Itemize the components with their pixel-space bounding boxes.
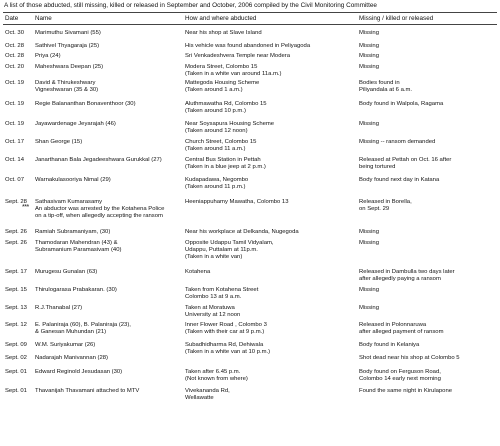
abduction-location-cell (185, 269, 210, 276)
name-cell-line: An abductor was arrested by the Kotahena Police (35, 205, 165, 212)
date-cell-line: Sept. 12 (5, 322, 27, 328)
status-cell-line: Piliyandala at 6 a.m. (359, 86, 413, 93)
name-cell (35, 388, 139, 395)
name-cell-line: David & Thirukeshwary (35, 80, 96, 86)
abduction-location-cell-line: Udappu, Puttalam at 11p.m. (185, 246, 258, 253)
date-cell-line: Oct. 17 (5, 139, 24, 145)
status-cell (359, 80, 412, 94)
name-cell-line: Shan George (15) (35, 139, 83, 145)
abduction-location-cell (185, 388, 230, 402)
abduction-location-cell (185, 43, 310, 50)
status-cell-line: Missing (359, 287, 379, 293)
abduction-location-cell-line: Aluthmawatha Rd, Colombo 15 (185, 101, 267, 107)
abduction-location-cell-line: Opposite Udappu Tamil Vidyalam, (185, 240, 274, 246)
date-cell (5, 240, 27, 247)
date-cell (5, 121, 24, 128)
date-cell (5, 269, 27, 276)
name-cell-line: Ramiah Subramaniyam, (30) (35, 229, 111, 235)
abduction-location-cell-line: Heeniappuhamy Mawatha, Colombo 13 (185, 199, 289, 205)
abduction-location-cell (185, 229, 299, 236)
date-cell (5, 369, 27, 376)
abduction-location-cell (185, 53, 290, 60)
name-cell (35, 287, 117, 294)
status-cell-line: Body found in Kelaniya (359, 342, 420, 348)
status-cell-line: on Sept. 29 (359, 205, 390, 212)
abduction-location-cell-line: His vehicle was found abandoned in Peliyagoda (185, 43, 311, 49)
date-cell-line: Sept. 26 (5, 240, 27, 246)
name-cell (35, 269, 97, 276)
name-cell-line: Priya (24) (35, 53, 61, 59)
name-cell-line: Jayawardenage Jeyarajah (46) (35, 121, 116, 127)
abduction-location-cell-line: (Taken around 11 p.m.) (185, 183, 246, 190)
abduction-location-cell-line: (Taken in a blue jeep at 2 p.m.) (185, 163, 266, 170)
abduction-location-cell-line: Subadhidharma Rd, Dehiwala (185, 342, 264, 348)
status-cell (359, 177, 439, 184)
date-cell-line: Oct. 14 (5, 157, 24, 163)
date-cell-line: Oct. 28 (5, 43, 24, 49)
name-cell (35, 199, 164, 219)
abduction-location-cell-line: Taken after 6.45 p.m. (185, 369, 241, 375)
status-cell-line: Missing (359, 30, 379, 36)
name-cell-line: Nadarajah Manivannan (28) (35, 355, 109, 361)
abduction-location-cell-line: (Not known from where) (185, 375, 248, 382)
abduction-location-cell-line: Taken from Kotahena Street (185, 287, 259, 293)
abduction-location-cell (185, 177, 248, 191)
abduction-location-cell (185, 369, 248, 383)
date-cell (5, 287, 27, 294)
date-cell-line: Sept. 09 (5, 342, 27, 348)
abduction-location-cell-line: Mattegoda Housing Scheme (185, 80, 260, 86)
status-cell (359, 30, 379, 37)
status-cell-line: Released in Borella, (359, 199, 412, 205)
abduction-location-cell-line: (Taken around 10 p.m.) (185, 107, 246, 114)
date-cell-line: Oct. 28 (5, 53, 24, 59)
date-cell-line: Oct. 20 (5, 64, 24, 70)
name-cell-line: Edward Reginold Jesudasan (30) (35, 369, 123, 375)
status-cell-line: Missing (359, 64, 379, 70)
abduction-location-cell (185, 139, 256, 153)
name-cell (35, 369, 122, 376)
name-cell (35, 64, 103, 71)
status-cell-line: Bodies found in (359, 80, 400, 86)
abduction-location-cell-line: Near Soysapura Housing Scheme (185, 121, 275, 127)
status-cell (359, 229, 379, 236)
date-cell-line: Sept. 26 (5, 229, 27, 235)
abduction-location-cell (185, 30, 262, 37)
name-cell-line: & Ganesan Muhundan (21) (35, 328, 107, 335)
name-cell-line: Murugesu Gunalan (63) (35, 269, 98, 275)
status-cell-line: being tortured (359, 163, 396, 170)
abduction-location-cell-line: Near his shop at Slave Island (185, 30, 262, 36)
status-cell (359, 139, 435, 146)
abduction-location-cell-line: (Taken around 12 noon) (185, 127, 248, 134)
abduction-location-cell (185, 157, 266, 171)
name-cell (35, 53, 61, 60)
date-cell (5, 43, 24, 50)
header-status: Missing / killed or released (359, 15, 434, 22)
name-cell-line: Vigneshwaran (35 & 30) (35, 86, 99, 93)
name-cell (35, 342, 95, 349)
abduction-location-cell-line: (Taken in a white van) (185, 253, 243, 260)
date-cell (5, 30, 24, 37)
status-cell-line: Missing (359, 229, 379, 235)
status-cell (359, 355, 460, 362)
name-cell (35, 43, 99, 50)
abduction-location-cell-line: Kudapadawa, Negombo (185, 177, 249, 183)
abduction-location-cell (185, 199, 288, 206)
name-cell-line: on a tip-off, when allegedly accepting the ransom (35, 212, 163, 219)
abduction-location-cell (185, 342, 270, 356)
status-cell-line: Missing -- ransom demanded (359, 139, 436, 145)
name-cell (35, 177, 111, 184)
date-cell-line: Sept. 01 (5, 369, 27, 375)
date-cell-line: Oct. 30 (5, 30, 24, 36)
abduction-location-cell-line: Kotahena (185, 269, 211, 275)
name-cell (35, 322, 131, 336)
name-cell-line: Sathivel Thyagaraja (25) (35, 43, 100, 49)
status-cell-line: Body found next day in Katana (359, 177, 440, 183)
abduction-location-cell-line: (Taken with their car at 9 p.m.) (185, 328, 265, 335)
name-cell-line: Subramanium Paramasivam (40) (35, 246, 122, 253)
name-cell (35, 229, 110, 236)
abduction-location-cell-line: Wellawatte (185, 394, 214, 401)
header-name: Name (35, 15, 52, 22)
status-cell-line: Colombo 14 early next morning (359, 375, 441, 382)
status-cell-line: Missing (359, 305, 379, 311)
date-cell (5, 355, 27, 362)
name-cell-line: Sathasivam Kumarasamy (35, 199, 103, 205)
status-cell-line: Released at Pettah on Oct. 16 after (359, 157, 452, 163)
status-cell (359, 287, 379, 294)
name-cell-line: Warnakulasooriya Nimal (29) (35, 177, 111, 183)
name-cell-line: Maheshwara Deepan (25) (35, 64, 104, 70)
status-cell (359, 199, 412, 213)
date-cell (5, 64, 24, 71)
status-cell (359, 388, 452, 395)
header-top-rule (3, 12, 497, 13)
date-cell (5, 139, 24, 146)
name-cell (35, 157, 162, 164)
header-date: Date (5, 15, 19, 22)
date-cell-line: Sept. 01 (5, 388, 27, 394)
status-cell (359, 240, 379, 247)
name-cell (35, 139, 82, 146)
abduction-location-cell-line: Vivekananda Rd, (185, 388, 230, 394)
status-cell-line: Shot dead near his shop at Colombo 5 (359, 355, 460, 361)
table-caption: A list of those abducted, still missing, killed or released in September and October, 2006 compiled by the Civil Monitoring Committee (4, 2, 377, 9)
name-cell-line: Janarthanan Bala Jegadeeshwara Gurukkal (27) (35, 157, 162, 163)
name-cell (35, 121, 116, 128)
name-cell-line: Regie Balananthan Bonaventhoor (30) (35, 101, 136, 107)
date-cell (5, 305, 27, 312)
status-cell-line: after alleged payment of ransom (359, 328, 444, 335)
name-cell-line: E. Palaniraja (60), B. Palaniraja (23), (35, 322, 131, 328)
date-cell (5, 322, 27, 329)
status-cell (359, 369, 441, 383)
name-cell-line: Marimuthu Sivamani (55) (35, 30, 101, 36)
status-cell (359, 342, 419, 349)
date-cell-line: Sept. 15 (5, 287, 27, 293)
status-cell-line: Released in Dambulla two days later (359, 269, 455, 275)
abduction-location-cell (185, 121, 274, 135)
abduction-location-cell (185, 80, 259, 94)
status-cell (359, 121, 379, 128)
date-cell-line: Sept. 13 (5, 305, 27, 311)
abduction-location-cell (185, 64, 281, 78)
abduction-location-cell-line: Colombo 13 at 9 a.m. (185, 293, 242, 300)
name-cell-line: Thirulogarasa Prabakaran. (30) (35, 287, 117, 293)
status-cell-line: Missing (359, 240, 379, 246)
status-cell (359, 43, 379, 50)
status-cell (359, 53, 379, 60)
date-cell-line: Oct. 19 (5, 121, 24, 127)
date-cell (5, 157, 24, 164)
date-cell-line: Oct. 19 (5, 80, 24, 86)
name-cell-line: W.M. Suriyakumar (26) (35, 342, 96, 348)
abduction-location-cell-line: University at 12 noon (185, 311, 241, 318)
name-cell (35, 80, 98, 94)
status-cell-line: Missing (359, 53, 379, 59)
abduction-location-cell-line: Modera Street, Colombo 15 (185, 64, 258, 70)
abduction-location-cell-line: (Taken in a white van around 11a.m.) (185, 70, 282, 77)
abduction-location-cell-line: Taken at Moratuwa (185, 305, 235, 311)
status-cell (359, 269, 455, 283)
name-cell (35, 240, 121, 254)
abduction-location-cell (185, 101, 267, 115)
abduction-location-cell (185, 240, 274, 260)
name-cell-line: R.J.Thanabal (27) (35, 305, 83, 311)
header-where: How and where abducted (185, 15, 257, 22)
date-cell (5, 229, 27, 236)
abduction-location-cell (185, 305, 240, 319)
status-cell-line: Body found in Walpola, Ragama (359, 101, 444, 107)
status-cell (359, 305, 379, 312)
status-cell-line: Found the same night in Kirulapone (359, 388, 453, 394)
status-cell (359, 101, 443, 108)
date-cell-line: Sept. 17 (5, 269, 27, 275)
status-cell (359, 64, 379, 71)
name-cell-line: Thavanijah Thavamani attached to MTV (35, 388, 140, 394)
name-cell (35, 355, 108, 362)
abduction-location-cell (185, 322, 267, 336)
date-cell-line: Oct. 07 (5, 177, 24, 183)
date-cell (5, 177, 24, 184)
abduction-location-cell-line: Near his workplace at Delkanda, Nugegoda (185, 229, 299, 235)
name-cell (35, 101, 136, 108)
date-cell-line: Sept. 02 (5, 355, 27, 361)
date-cell (5, 342, 27, 349)
asterisk-marker: *** (22, 204, 29, 211)
abduction-location-cell-line: Church Street, Colombo 15 (185, 139, 257, 145)
status-cell (359, 322, 443, 336)
name-cell (35, 30, 101, 37)
abduction-location-cell-line: (Taken in a white van at 10 p.m.) (185, 348, 271, 355)
date-cell (5, 53, 24, 60)
abduction-location-cell-line: Sri Venkadeshvera Temple near Modera (185, 53, 290, 59)
abduction-location-cell-line: (Taken around 1 a.m.) (185, 86, 243, 93)
abduction-location-cell-line: Inner Flower Road , Colombo 3 (185, 322, 267, 328)
name-cell-line: Thamodaran Mahendran (43) & (35, 240, 118, 246)
date-cell (5, 388, 27, 395)
date-cell-line: Sept. 28 (5, 199, 27, 205)
date-cell (5, 80, 24, 87)
status-cell-line: Body found on Ferguson Road, (359, 369, 441, 375)
status-cell-line: after allegedly paying a ransom (359, 275, 441, 282)
status-cell-line: Missing (359, 43, 379, 49)
date-cell (5, 101, 24, 108)
date-cell-line: Oct. 19 (5, 101, 24, 107)
name-cell (35, 305, 82, 312)
status-cell-line: Missing (359, 121, 379, 127)
status-cell-line: Released in Polonnaruwa (359, 322, 427, 328)
abduction-location-cell (185, 287, 258, 301)
status-cell (359, 157, 451, 171)
abduction-location-cell-line: (Taken around 11 a.m.) (185, 145, 246, 152)
abduction-location-cell-line: Central Bus Station in Pettah (185, 157, 261, 163)
header-bottom-rule (3, 24, 497, 25)
